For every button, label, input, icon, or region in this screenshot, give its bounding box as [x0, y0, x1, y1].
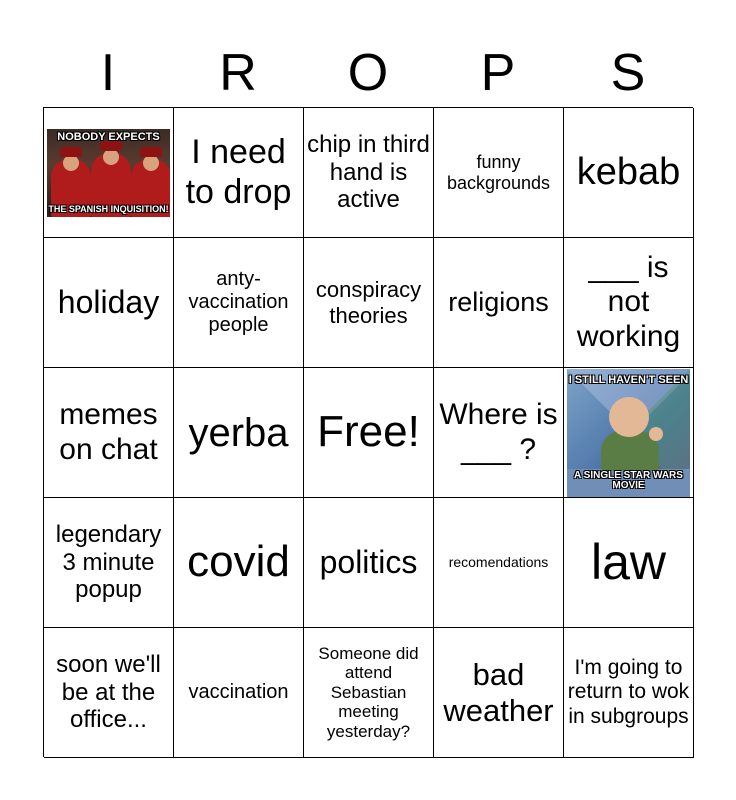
cell-text: Someone did attend Sebastian meeting yesterday? — [318, 643, 419, 741]
header-letter-2: R — [219, 44, 257, 102]
bingo-cell-r5c3[interactable] — [304, 628, 434, 758]
bingo-cell-r1c3[interactable] — [304, 108, 434, 238]
bingo-cell-r4c4[interactable] — [434, 498, 564, 628]
cell-text: memes on chat — [59, 398, 158, 466]
cell-text: kebab — [576, 150, 681, 193]
bingo-cell-r4c3[interactable] — [304, 498, 434, 628]
bingo-cell-r2c3[interactable] — [304, 238, 434, 368]
cell-text: chip in third hand is active — [307, 131, 430, 214]
cell-text: recomendations — [448, 554, 549, 571]
header-letter-1: I — [100, 44, 116, 102]
bingo-cell-r4c5[interactable] — [564, 498, 694, 628]
bingo-cell-r1c4[interactable] — [434, 108, 564, 238]
cell-text: Where is ___ ? — [439, 398, 558, 466]
cell-text: Free! — [317, 407, 420, 457]
success-kid-meme-image — [567, 369, 690, 497]
bingo-cell-r5c4[interactable] — [434, 628, 564, 758]
header-letter-5: S — [610, 44, 646, 102]
cell-text: funny backgrounds — [446, 151, 551, 193]
meme-caption-top: NOBODY EXPECTS — [57, 130, 160, 143]
cell-text: I'm going to return to wok in subgroups — [567, 656, 690, 728]
header-letter-4: P — [480, 44, 516, 102]
cell-text: holiday — [57, 284, 160, 321]
cell-text: bad weather — [443, 656, 554, 728]
bingo-cell-r2c1[interactable] — [44, 238, 174, 368]
bingo-cell-r2c4[interactable] — [434, 238, 564, 368]
bingo-cell-r3c5[interactable] — [564, 368, 694, 498]
bingo-cell-r5c5[interactable] — [564, 628, 694, 758]
cell-text: politics — [319, 544, 418, 581]
bingo-cell-r5c2[interactable] — [174, 628, 304, 758]
bingo-cell-r3c4[interactable] — [434, 368, 564, 498]
cell-text: legendary 3 minute popup — [55, 521, 162, 604]
cell-text: I need to drop — [185, 133, 292, 211]
bingo-cell-r4c1[interactable] — [44, 498, 174, 628]
bingo-board — [43, 107, 693, 757]
bingo-cell-r3c1[interactable] — [44, 368, 174, 498]
bingo-cell-r1c2[interactable] — [174, 108, 304, 238]
bingo-cell-r3c3[interactable] — [304, 368, 434, 498]
bingo-cell-r5c1[interactable] — [44, 628, 174, 758]
cell-text: conspiracy theories — [315, 277, 422, 328]
header-letter-3: O — [347, 44, 389, 102]
bingo-cell-r1c1[interactable] — [44, 108, 174, 238]
bingo-header — [43, 40, 693, 106]
cell-text: ___ is not working — [576, 250, 681, 353]
cell-text: vaccination — [188, 681, 289, 703]
spanish-inquisition-meme-image — [47, 129, 170, 217]
cell-text: religions — [448, 286, 549, 317]
cell-text: soon we'll be at the office... — [56, 651, 161, 734]
cell-text: covid — [187, 537, 290, 587]
bingo-cell-r2c5[interactable] — [564, 238, 694, 368]
meme-caption-top: I STILL HAVEN'T SEEN — [568, 373, 689, 386]
cell-text: yerba — [188, 410, 289, 455]
bingo-cell-r1c5[interactable] — [564, 108, 694, 238]
cell-text: anty-vaccination people — [188, 268, 289, 336]
meme-caption-bottom: THE SPANISH INQUISITION! — [48, 203, 169, 214]
bingo-cell-r4c2[interactable] — [174, 498, 304, 628]
bingo-cell-r3c2[interactable] — [174, 368, 304, 498]
cell-text: law — [590, 533, 667, 590]
bingo-cell-r2c2[interactable] — [174, 238, 304, 368]
meme-caption-bottom: A SINGLE STAR WARS MOVIE — [574, 469, 683, 491]
